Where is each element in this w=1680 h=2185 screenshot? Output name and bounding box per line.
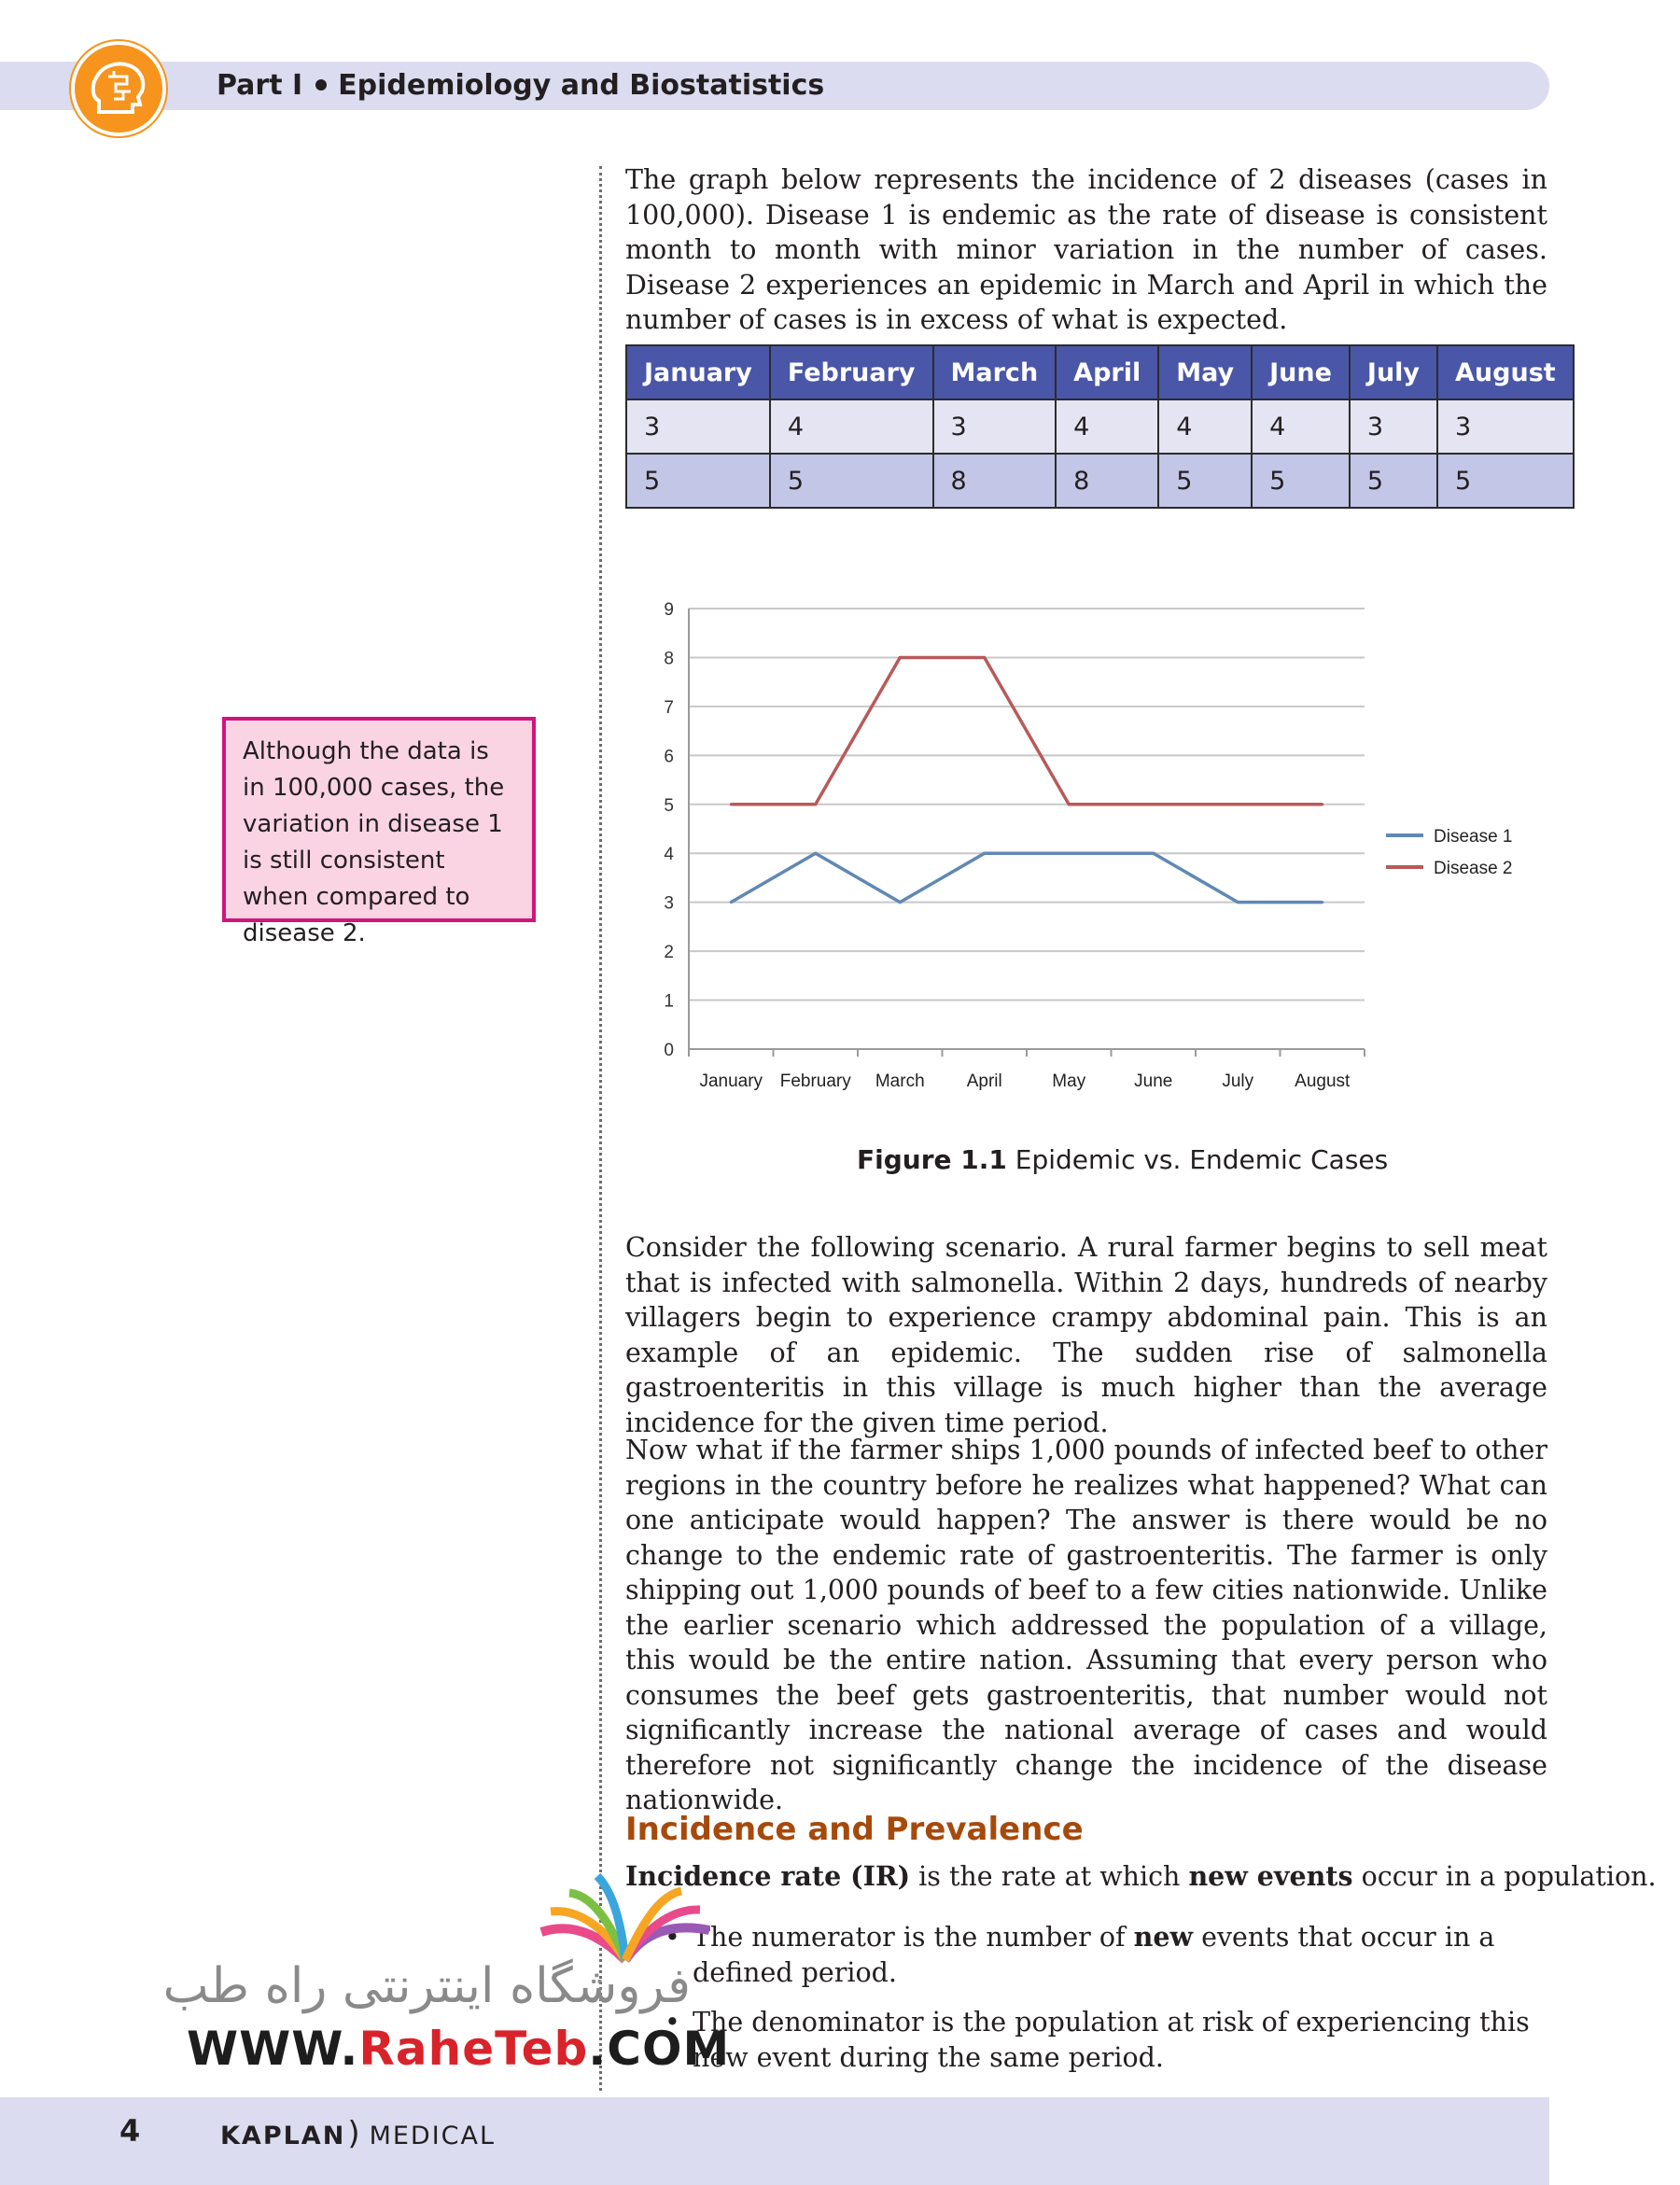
definition-emphasis: new events [1188,1860,1353,1892]
y-tick-label: 6 [664,747,674,767]
table-cell: 4 [1056,399,1158,454]
store-watermark [162,1867,731,2081]
brand-name: KAPLAN [220,2122,346,2150]
data-point [899,901,902,903]
url-part: WWW. [187,2022,359,2076]
data-point [814,852,817,855]
figure-label: Figure 1.1 [857,1144,1007,1175]
publisher-brand [220,2115,496,2152]
definition-term: Incidence rate (IR) [625,1860,911,1892]
brain-maze-logo [71,41,166,136]
y-tick-label: 5 [664,795,674,816]
section-heading: Incidence and Prevalence [625,1811,1084,1848]
y-tick-label: 0 [664,1041,674,1060]
incidence-line-chart [635,579,1512,1101]
data-point [1152,803,1155,805]
bullet-emphasis: new [1133,1921,1194,1953]
x-tick-label: May [1052,1071,1086,1091]
x-tick-label: April [966,1071,1002,1091]
brand-paren: ) [347,2115,362,2152]
data-point [1321,901,1323,903]
table-cell: 5 [1437,454,1574,508]
table-header-cell: June [1252,345,1350,399]
y-tick-label: 8 [664,649,674,669]
data-point [1237,803,1239,805]
table-row [626,399,1574,454]
table-header-cell: February [770,345,933,399]
bullet-dot-icon [315,79,327,91]
table-header-cell: August [1437,345,1574,399]
series-line [731,657,1323,804]
table-header-cell: January [626,345,770,399]
table-header-cell: May [1158,345,1252,399]
y-tick-label: 9 [664,600,674,620]
table-cell: 5 [1252,454,1350,508]
table-cell: 8 [933,454,1057,508]
data-point [1068,852,1071,855]
bullet-list [655,1920,1551,2090]
x-tick-label: June [1134,1071,1173,1091]
table-cell: 3 [1350,399,1437,454]
bullet-text: The numerator is the number of [693,1922,1134,1953]
table-header-cell: July [1350,345,1437,399]
figure-title: Epidemic vs. Endemic Cases [1015,1144,1389,1175]
margin-note: Although the data is in 100,000 cases, the variation in disease 1 is still consistent when compared to disease 2. [222,717,536,922]
data-point [899,656,902,659]
data-point [1321,803,1323,805]
data-point [730,901,733,903]
x-tick-label: August [1295,1071,1351,1091]
y-tick-label: 2 [664,943,674,963]
definition-text: is the rate at which [910,1861,1189,1892]
table-header-cell: April [1056,345,1158,399]
table-cell: 4 [1158,399,1252,454]
figure-caption [857,1144,1388,1175]
table-cell: 3 [933,399,1057,454]
body-paragraph: Now what if the farmer ships 1,000 pounds of infected beef to other regions in the country before he realizes what happened? What can one anticipate would happen? The answer is there would be no change to the endemic rate of gastroenteritis. The farmer is only shipping out 1,000 pounds of beef to a few cities nationwide. Unlike the earlier scenario which addressed the population of a village, this would be the entire nation. Assuming that every person who consumes the beef gets gastroenteritis, that number would not significantly increase the national average of cases and would therefore not significantly change the incidence of the disease nationwide. [625,1435,1547,1815]
running-header [217,69,824,102]
part-label: Part I [217,69,303,102]
data-point [1068,803,1071,805]
table-row [626,454,1574,508]
page-number: 4 [119,2113,141,2149]
data-point [983,656,986,659]
legend-label: Disease 2 [1434,859,1512,878]
series-line [731,853,1323,902]
url-part: .COM [588,2022,731,2076]
data-point [1152,852,1155,855]
table-header-cell: March [933,345,1057,399]
url-part: RaheTeb [358,2022,589,2076]
definition-line [625,1859,1657,1894]
watermark-persian-text: فروشگاه اینترنتی راه طب [162,1958,691,2014]
y-tick-label: 3 [664,893,674,914]
table-cell: 3 [1437,399,1574,454]
incidence-table [625,344,1575,509]
brand-sub: MEDICAL [369,2122,497,2150]
list-item [655,1920,1551,1990]
table-cell: 5 [626,454,770,508]
bullet-text: events that occur in a defined period. [693,1922,1495,1988]
legend-label: Disease 1 [1434,827,1512,847]
table-header-row [626,345,1574,399]
data-point [1237,901,1239,903]
data-point [814,803,817,805]
y-tick-label: 4 [664,845,674,865]
section-header-title: Epidemiology and Biostatistics [338,69,825,102]
body-paragraph: Consider the following scenario. A rural farmer begins to sell meat that is infected with salmonella. Within 2 days, hundreds of nearby villagers begin to experience crampy abdominal pain. This is an example of an epidemic. The sudden rise of salmonella gastroenteritis in this village is much higher than the average incidence for the given time period. [625,1232,1547,1438]
table-cell: 4 [770,399,933,454]
definition-text: occur in a population. [1352,1861,1657,1892]
table-cell: 3 [626,399,770,454]
table-cell: 5 [770,454,933,508]
watermark-url [187,2022,730,2076]
y-tick-label: 1 [664,991,674,1012]
x-tick-label: March [875,1071,925,1091]
x-tick-label: February [779,1071,851,1091]
y-tick-label: 7 [664,697,674,718]
table-cell: 5 [1350,454,1437,508]
x-tick-label: January [699,1071,763,1091]
intro-paragraph: The graph below represents the incidence of 2 diseases (cases in 100,000). Disease 1 is endemic as the rate of disease is consistent month to month with minor variation in the number of cases. Disease 2 experiences an epidemic in March and April in which the number of cases is in excess of what is expected. [625,164,1547,335]
data-point [730,803,733,805]
list-item: • The denominator is the population at risk of experiencing this new event during the same period. [655,2005,1551,2075]
data-point [983,852,986,855]
margin-dotted-rule [599,166,602,2091]
table-cell: 4 [1252,399,1350,454]
table-cell: 5 [1158,454,1252,508]
table-cell: 8 [1056,454,1158,508]
x-tick-label: July [1222,1071,1254,1091]
book-rainbow-icon [532,1867,719,1969]
